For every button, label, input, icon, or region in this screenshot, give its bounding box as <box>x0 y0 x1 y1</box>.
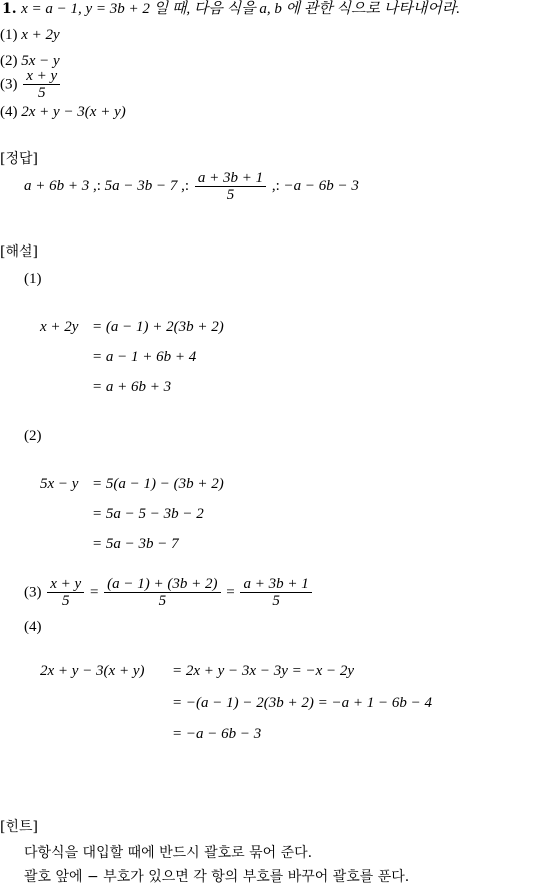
solution-part-1-label: (1) <box>24 271 42 287</box>
answer-separator: ,: <box>271 177 280 194</box>
answer-line <box>24 170 359 203</box>
fraction-numerator: a + 3b + 1 <box>240 576 311 593</box>
fraction-numerator: x + y <box>23 68 60 85</box>
problem-item-3 <box>0 68 62 101</box>
answer-3-fraction <box>195 170 266 203</box>
answer-separator: ,: <box>181 177 190 194</box>
problem-number: 1. <box>2 1 17 17</box>
fraction-denominator: 5 <box>272 593 280 609</box>
answer-1: a + 6b + 3 <box>24 177 90 194</box>
fraction <box>47 576 84 609</box>
solution-part-1-step: = (a − 1) + 2(3b + 2) <box>92 319 224 335</box>
solution-part-2-lhs: 5x − y <box>40 476 79 492</box>
solution-part-2-step: = 5(a − 1) − (3b + 2) <box>92 476 224 492</box>
problem-stem: x = a − 1, y = 3b + 2 일 때, 다음 식을 a, b 에 관한 식으로 나타내어라. <box>21 1 460 17</box>
solution-part-1-step: = a − 1 + 6b + 4 <box>92 349 197 365</box>
item-label: (1) <box>0 27 18 43</box>
solution-part-4-step: = −(a − 1) − 2(3b + 2) = −a + 1 − 6b − 4 <box>172 695 432 711</box>
equals-sign: = <box>89 584 99 601</box>
problem-item-4 <box>0 103 126 121</box>
equals-sign: = <box>226 584 235 601</box>
problem-item-1 <box>0 26 60 44</box>
item-expression: 5x − y <box>21 53 60 69</box>
hint-line-1: 다항식을 대입할 때에 반드시 괄호로 묶어 준다. <box>24 845 313 861</box>
solution-part-4-lhs: 2x + y − 3(x + y) <box>40 663 145 679</box>
fraction-numerator: x + y <box>47 576 84 593</box>
item-fraction <box>23 68 60 101</box>
solution-part-2-step: = 5a − 3b − 7 <box>92 536 179 552</box>
solution-part-1-step: = a + 6b + 3 <box>92 379 172 395</box>
part-label: (3) <box>24 584 42 601</box>
problem-line <box>2 0 460 18</box>
item-label: (2) <box>0 53 18 69</box>
fraction-denominator: 5 <box>158 593 167 609</box>
fraction <box>104 576 220 609</box>
item-expression: 2x + y − 3(x + y) <box>21 104 126 120</box>
fraction <box>240 576 311 609</box>
fraction-numerator: a + 3b + 1 <box>195 170 266 187</box>
solution-part-4-label: (4) <box>24 619 42 635</box>
fraction-numerator: (a − 1) + (3b + 2) <box>104 576 220 593</box>
solution-part-3 <box>24 576 314 609</box>
answer-2: 5a − 3b − 7 <box>104 177 178 194</box>
answer-header: [정답] <box>0 151 38 167</box>
solution-part-4-step: = −a − 6b − 3 <box>172 726 262 742</box>
hint-header: [힌트] <box>0 819 38 835</box>
solution-part-2-step: = 5a − 5 − 3b − 2 <box>92 506 204 522</box>
solution-header: [해설] <box>0 244 38 260</box>
fraction-denominator: 5 <box>37 85 46 101</box>
answer-4: −a − 6b − 3 <box>283 177 359 194</box>
solution-part-4-step: = 2x + y − 3x − 3y = −x − 2y <box>172 663 355 679</box>
item-expression: x + 2y <box>21 27 60 43</box>
solution-part-2-label: (2) <box>24 428 42 444</box>
solution-part-1-lhs: x + 2y <box>40 319 79 335</box>
fraction-denominator: 5 <box>226 187 235 203</box>
answer-separator: ,: <box>93 177 101 194</box>
item-label: (3) <box>0 76 18 93</box>
fraction-denominator: 5 <box>61 593 70 609</box>
item-label: (4) <box>0 104 18 120</box>
hint-line-2: 괄호 앞에 − 부호가 있으면 각 항의 부호를 바꾸어 괄호를 푼다. <box>24 869 410 885</box>
